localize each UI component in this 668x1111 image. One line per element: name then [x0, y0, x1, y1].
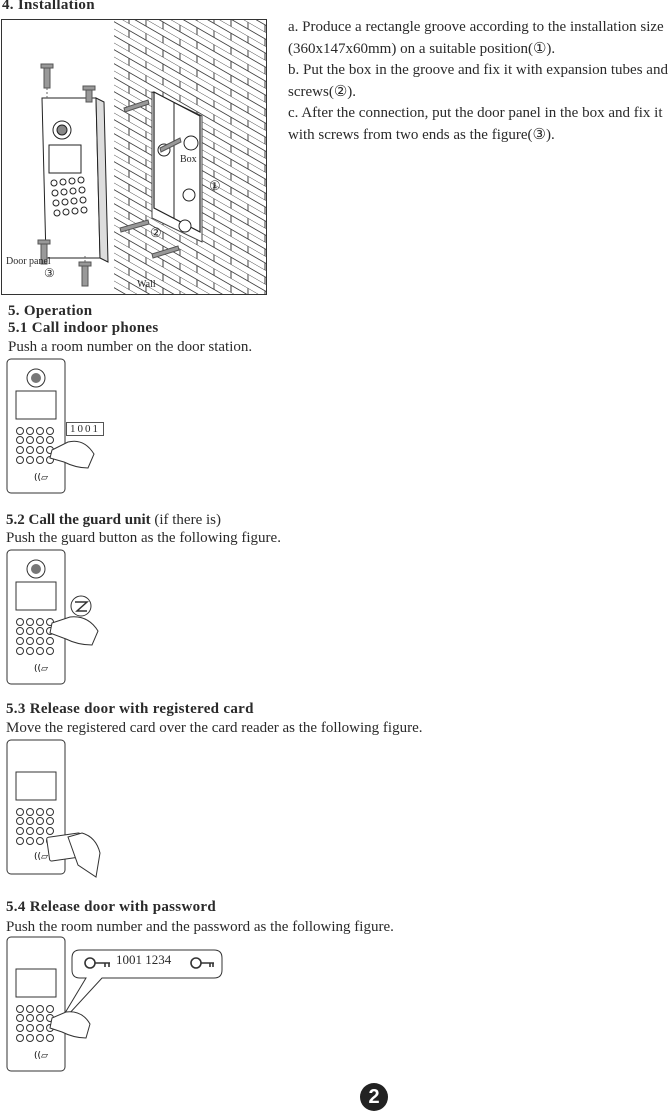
svg-text:((▱: ((▱ — [34, 1051, 48, 1061]
label-door-panel: Door panel — [6, 256, 51, 267]
step-c: c. After the connection, put the door panel in the box and fix it with screws from two ends as the figure(③). — [288, 105, 663, 143]
installation-title: 4. Installation — [2, 0, 95, 13]
bubble-1001: 1001 — [66, 422, 104, 436]
step-a: a. Produce a rectangle groove according to the installation size (360x147x60mm) on a suitable position(①). — [288, 19, 664, 57]
installation-diagram — [2, 20, 267, 295]
svg-text:((▱: ((▱ — [34, 473, 48, 483]
section-5-3-title: 5.3 Release door with registered card — [6, 701, 254, 717]
label-circle-2: ② — [150, 225, 162, 240]
svg-text:((▱: ((▱ — [34, 664, 48, 674]
label-box: Box — [180, 154, 197, 165]
operation-title: 5. Operation — [8, 303, 93, 319]
section-5-4-title: 5.4 Release door with password — [6, 899, 216, 915]
bubble-password: 1001 1234 — [116, 952, 172, 967]
section-5-2-title: 5.2 Call the guard unit — [6, 512, 151, 528]
installation-steps — [288, 17, 668, 146]
door-panel-drawing — [42, 98, 108, 262]
label-circle-3: ③ — [44, 266, 55, 280]
svg-text:((▱: ((▱ — [34, 852, 48, 862]
section-5-1-title: 5.1 Call indoor phones — [8, 320, 159, 336]
label-circle-1: ① — [209, 178, 221, 193]
section-5-3-desc: Move the registered card over the card reader as the following figure. — [6, 720, 423, 736]
section-5-2-desc: Push the guard button as the following figure. — [6, 530, 281, 546]
step-b: b. Put the box in the groove and fix it with expansion tubes and screws(②). — [288, 62, 668, 100]
label-wall: Wall — [137, 279, 156, 290]
page-number-badge: 2 — [360, 1083, 388, 1111]
figure-call-guard — [6, 549, 106, 692]
figure-card-reader — [6, 739, 106, 886]
section-5-2-note: (if there is) — [150, 512, 221, 528]
section-5-4-desc: Push the room number and the password as the following figure. — [6, 919, 394, 935]
installation-figure — [1, 19, 267, 295]
section-5-1-desc: Push a room number on the door station. — [8, 339, 253, 355]
